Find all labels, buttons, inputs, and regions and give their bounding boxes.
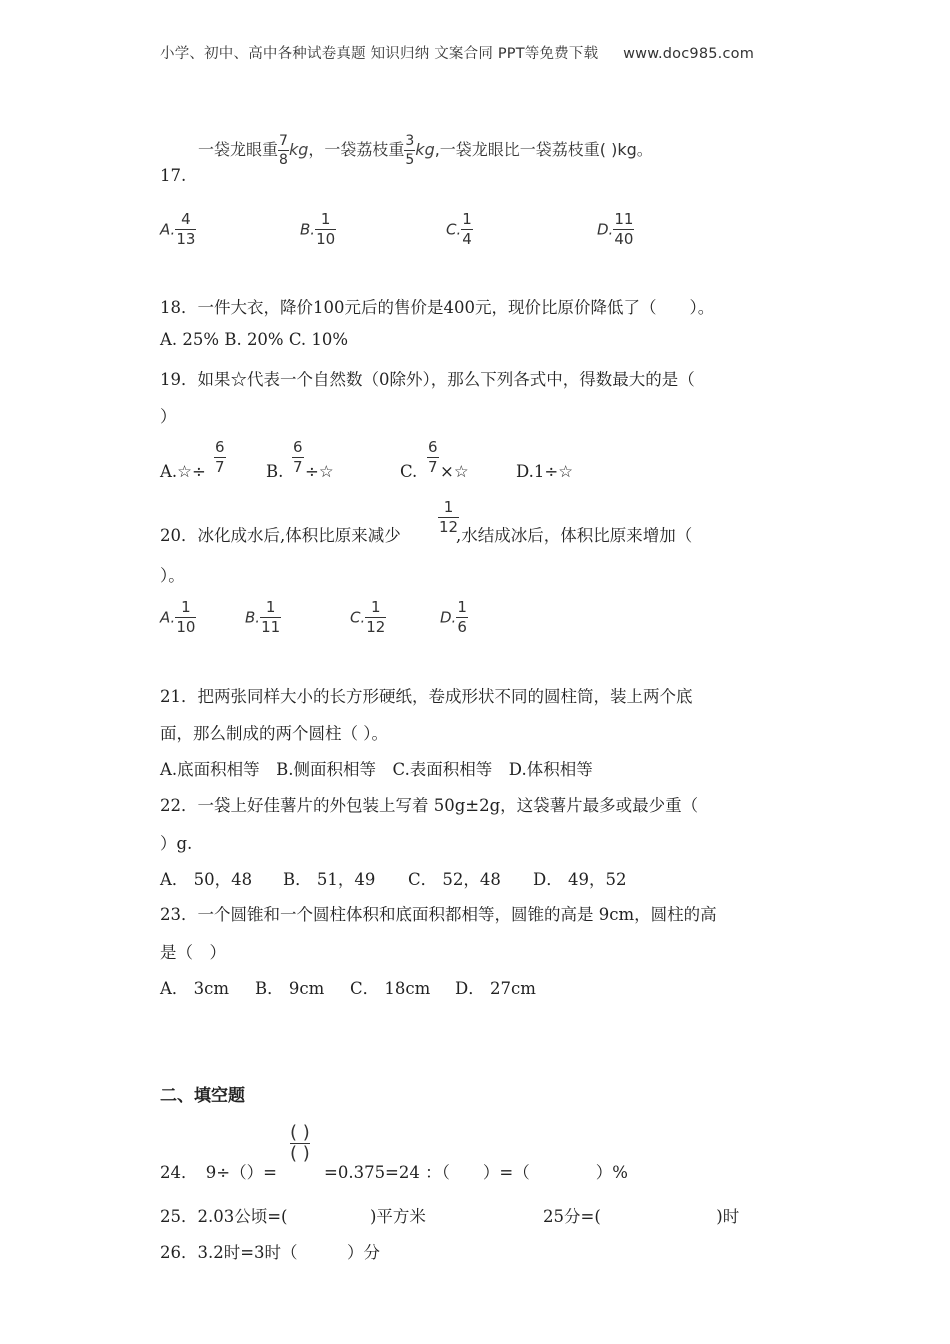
q19-option-c-fraction [427,440,439,475]
q17-option-a-numerator: 4 [175,212,196,230]
q17-fraction-2-numerator: 3 [405,133,415,149]
q21-stem-line-2: 面，那么制成的两个圆柱（ ）。 [160,724,388,743]
q19-option-b-fraction-inner [292,440,304,475]
q20-option-c-fraction [365,600,386,635]
q17-option-c-letter: C. [446,220,462,239]
q20-stem-line-2: ）。 [160,566,185,585]
q18-options[interactable]: A. 25% B. 20% C. 10% [160,330,349,349]
q22-stem-line-1: 22．一袋上好佳薯片的外包装上写着 50g±2g，这袋薯片最多或最少重（ [160,796,699,815]
q23-option-d[interactable]: D． 27cm [455,979,536,998]
q17-option-b[interactable] [300,212,336,247]
header-url[interactable]: www.doc985.com [623,46,755,62]
q23-option-a[interactable]: A． 3cm [160,979,230,998]
q17-option-a-letter: A. [160,220,176,239]
q25-part-1: 25．2.03公顷=( )平方米 [160,1207,426,1226]
q17-text-1: 一袋龙眼重 [198,140,279,159]
q21-options[interactable]: A.底面积相等 B.侧面积相等 C.表面积相等 D.体积相等 [160,760,593,779]
q20-stem-post: ,水结成冰后，体积比原来增加（ [456,526,693,545]
q23-option-c[interactable]: C． 18cm [350,979,431,998]
q22-option-b[interactable]: B． 51，49 [283,870,376,889]
q19-option-c-numerator: 6 [428,438,438,456]
page-header [160,42,754,63]
q19-option-c-fraction-inner [427,440,439,475]
q17-option-b-denominator: 10 [316,230,336,248]
q20-option-a[interactable] [160,600,196,635]
q20-option-b-fraction [260,600,281,635]
q20-option-d-denominator: 6 [457,618,467,636]
q17-unit-2: kg [415,140,435,159]
q19-option-b-numerator: 6 [293,438,303,456]
q19-option-a-fraction-inner [214,440,226,475]
q20-option-d-numerator: 1 [457,598,467,616]
q26-stem: 26．3.2时=3时（ ）分 [160,1243,381,1262]
q20-option-b-letter: B. [245,608,261,627]
q17-fraction-1-numerator: 7 [279,133,288,149]
q24-pre: 24． 9÷（）= [160,1163,277,1182]
q20-option-b-denominator: 11 [261,618,281,636]
q19-option-d[interactable]: D.1÷☆ [516,462,574,481]
q19-option-b-denominator: 7 [293,458,303,476]
q17-option-c-denominator: 4 [462,230,472,248]
q19-option-c-post: ×☆ [440,462,469,481]
q17-number: 17. [160,166,187,185]
q25-part-2: 25分=( )时 [543,1207,740,1226]
q22-option-c[interactable]: C． 52，48 [408,870,501,889]
q20-option-c[interactable] [350,600,386,635]
q20-option-d-fraction [456,600,468,635]
q24-blank-denominator[interactable]: ( ) [290,1143,310,1164]
q17-option-a[interactable] [160,212,196,247]
q24-blank-fraction[interactable] [290,1124,310,1163]
q19-option-a-fraction [214,440,226,475]
q19-option-b-letter: B. [266,462,284,481]
section-title: 二、填空题 [160,1086,245,1106]
q20-option-d-letter: D. [440,608,457,627]
q23-option-b[interactable]: B． 9cm [255,979,325,998]
q23-stem-line-2: 是（ ） [160,943,226,962]
q19-option-a-denominator: 7 [215,458,225,476]
q17-fraction-1-denominator: 8 [279,152,288,168]
q19-option-c-letter: C. [400,462,418,481]
q19-option-c-denominator: 7 [428,458,438,476]
q20-option-a-fraction [175,600,196,635]
q17-option-d-letter: D. [597,220,614,239]
q19-option-b-fraction [292,440,304,475]
q17-stem [198,134,653,167]
q23-stem-line-1: 23．一个圆锥和一个圆柱体积和底面积都相等，圆锥的高是 9cm，圆柱的高 [160,905,717,924]
q17-option-b-fraction [315,212,336,247]
q17-option-d-numerator: 11 [614,210,634,228]
q20-stem-denominator: 12 [439,518,459,536]
q24-post: =0.375=24 ：（ ）=（ ）% [324,1163,628,1182]
q17-fraction-2 [404,134,415,167]
q17-option-b-letter: B. [300,220,316,239]
q20-stem-pre: 20．冰化成水后,体积比原来减少 [160,526,401,545]
q20-option-a-denominator: 10 [176,618,196,636]
q17-fraction-1 [278,134,289,167]
q19-option-a-numerator: 6 [215,438,225,456]
q19-stem-line-2: ） [160,407,177,426]
q20-option-a-letter: A. [160,608,176,627]
q17-option-c-fraction [461,212,473,247]
q21-stem-line-1: 21．把两张同样大小的长方形硬纸，卷成形状不同的圆柱筒，装上两个底 [160,687,693,706]
q17-text-3: ,一袋龙眼比一袋荔枝重( )kg。 [434,140,653,159]
q17-option-a-denominator: 13 [176,230,196,248]
q20-stem-numerator: 1 [438,500,459,518]
q20-option-c-numerator: 1 [365,600,386,618]
q19-option-b[interactable] [266,462,283,481]
q22-option-a[interactable]: A． 50，48 [160,870,253,889]
q19-stem-line-1: 19．如果☆代表一个自然数（0除外），那么下列各式中，得数最大的是（ [160,370,695,389]
header-text: 小学、初中、高中各种试卷真题 知识归纳 文案合同 PPT等免费下载 [160,46,599,62]
q19-option-c[interactable] [400,462,417,481]
q17-option-d-denominator: 40 [614,230,634,248]
q20-option-b[interactable] [245,600,281,635]
q18-stem: 18．一件大衣，降价100元后的售价是400元，现价比原价降低了（ ）。 [160,298,715,317]
q17-unit-1: kg [288,140,309,159]
q19-option-b-post: ÷☆ [305,462,334,481]
q17-option-c-numerator: 1 [462,210,472,228]
q17-option-d[interactable] [597,212,634,247]
q19-option-a[interactable] [160,462,206,481]
q24-blank-numerator[interactable]: ( ) [290,1122,310,1143]
q17-fraction-2-denominator: 5 [405,152,415,168]
q24-blank-fraction-inner [290,1124,310,1163]
q20-option-c-denominator: 12 [366,618,386,636]
q17-option-d-fraction [613,212,634,247]
q22-stem-line-2: ）g. [160,834,193,853]
q20-option-d[interactable] [440,600,468,635]
q17-option-b-numerator: 1 [315,212,336,230]
q19-option-a-text: A.☆÷ [160,462,206,481]
q17-option-c[interactable] [446,212,473,247]
q20-option-a-numerator: 1 [175,600,196,618]
q22-option-d[interactable]: D． 49，52 [533,870,627,889]
q20-option-c-letter: C. [350,608,366,627]
q17-option-a-fraction [175,212,196,247]
q20-option-b-numerator: 1 [260,600,281,618]
q17-text-2: ，一袋荔枝重 [308,140,405,159]
